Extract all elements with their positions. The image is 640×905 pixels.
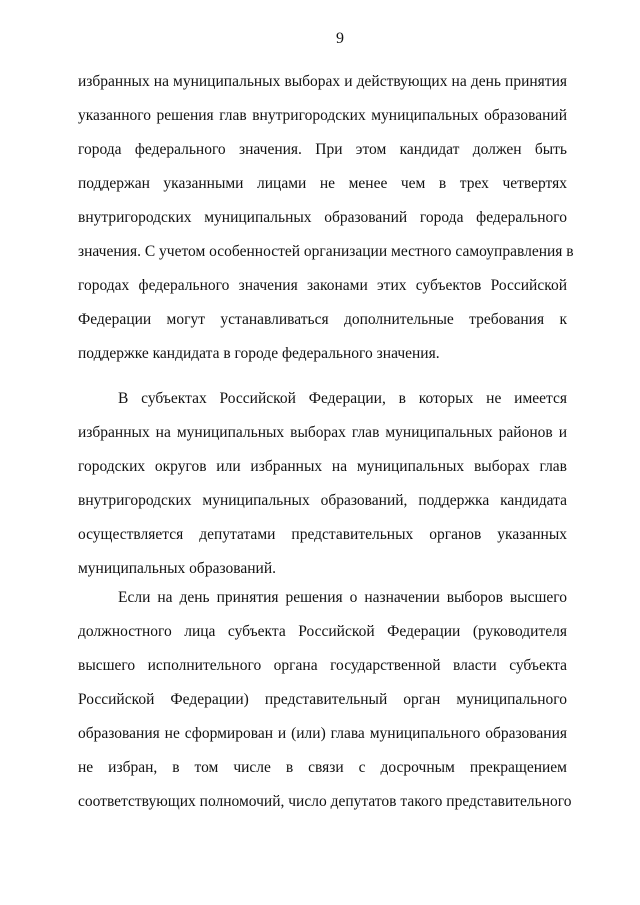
text-line: внутригородских муниципальных образований города федерального [78, 209, 567, 226]
text-line: избранных на муниципальных выборах и действующих на день принятия [78, 73, 567, 90]
text-line: Федерации могут устанавливаться дополнительные требования к [78, 311, 567, 328]
text-line: образования не сформирован и (или) глава муниципального образования [78, 725, 567, 742]
text-line: поддержан указанными лицами не менее чем в трех четвертях [78, 175, 567, 192]
text-line: городских округов или избранных на муниципальных выборах глав [78, 458, 567, 475]
text-line: Российской Федерации) представительный орган муниципального [78, 691, 567, 708]
text-line: поддержке кандидата в городе федерального значения. [78, 345, 440, 362]
text-line: должностного лица субъекта Российской Федерации (руководителя [78, 623, 567, 640]
text-line: высшего исполнительного органа государственной власти субъекта [78, 657, 567, 674]
paragraph-2 [78, 382, 567, 586]
text-line: указанного решения глав внутригородских муниципальных образований [78, 107, 567, 124]
text-line: города федерального значения. При этом кандидат должен быть [78, 141, 567, 158]
text-line: муниципальных образований. [78, 560, 276, 577]
text-line: соответствующих полномочий, число депутатов такого представительного [78, 793, 572, 810]
paragraph-1 [78, 65, 574, 371]
text-line: внутригородских муниципальных образований, поддержка кандидата [78, 492, 567, 509]
paragraph-3 [78, 581, 572, 819]
text-line: В субъектах Российской Федерации, в которых не имеется [118, 390, 567, 407]
text-line: Если на день принятия решения о назначении выборов высшего [118, 589, 567, 606]
text-line: осуществляется депутатами представительных органов указанных [78, 526, 567, 543]
text-line: значения. С учетом особенностей организации местного самоуправления в [78, 243, 574, 260]
page-number: 9 [336, 30, 344, 47]
text-line: избранных на муниципальных выборах глав муниципальных районов и [78, 424, 567, 441]
text-line: не избран, в том числе в связи с досрочным прекращением [78, 759, 567, 776]
text-line: городах федерального значения законами этих субъектов Российской [78, 277, 567, 294]
